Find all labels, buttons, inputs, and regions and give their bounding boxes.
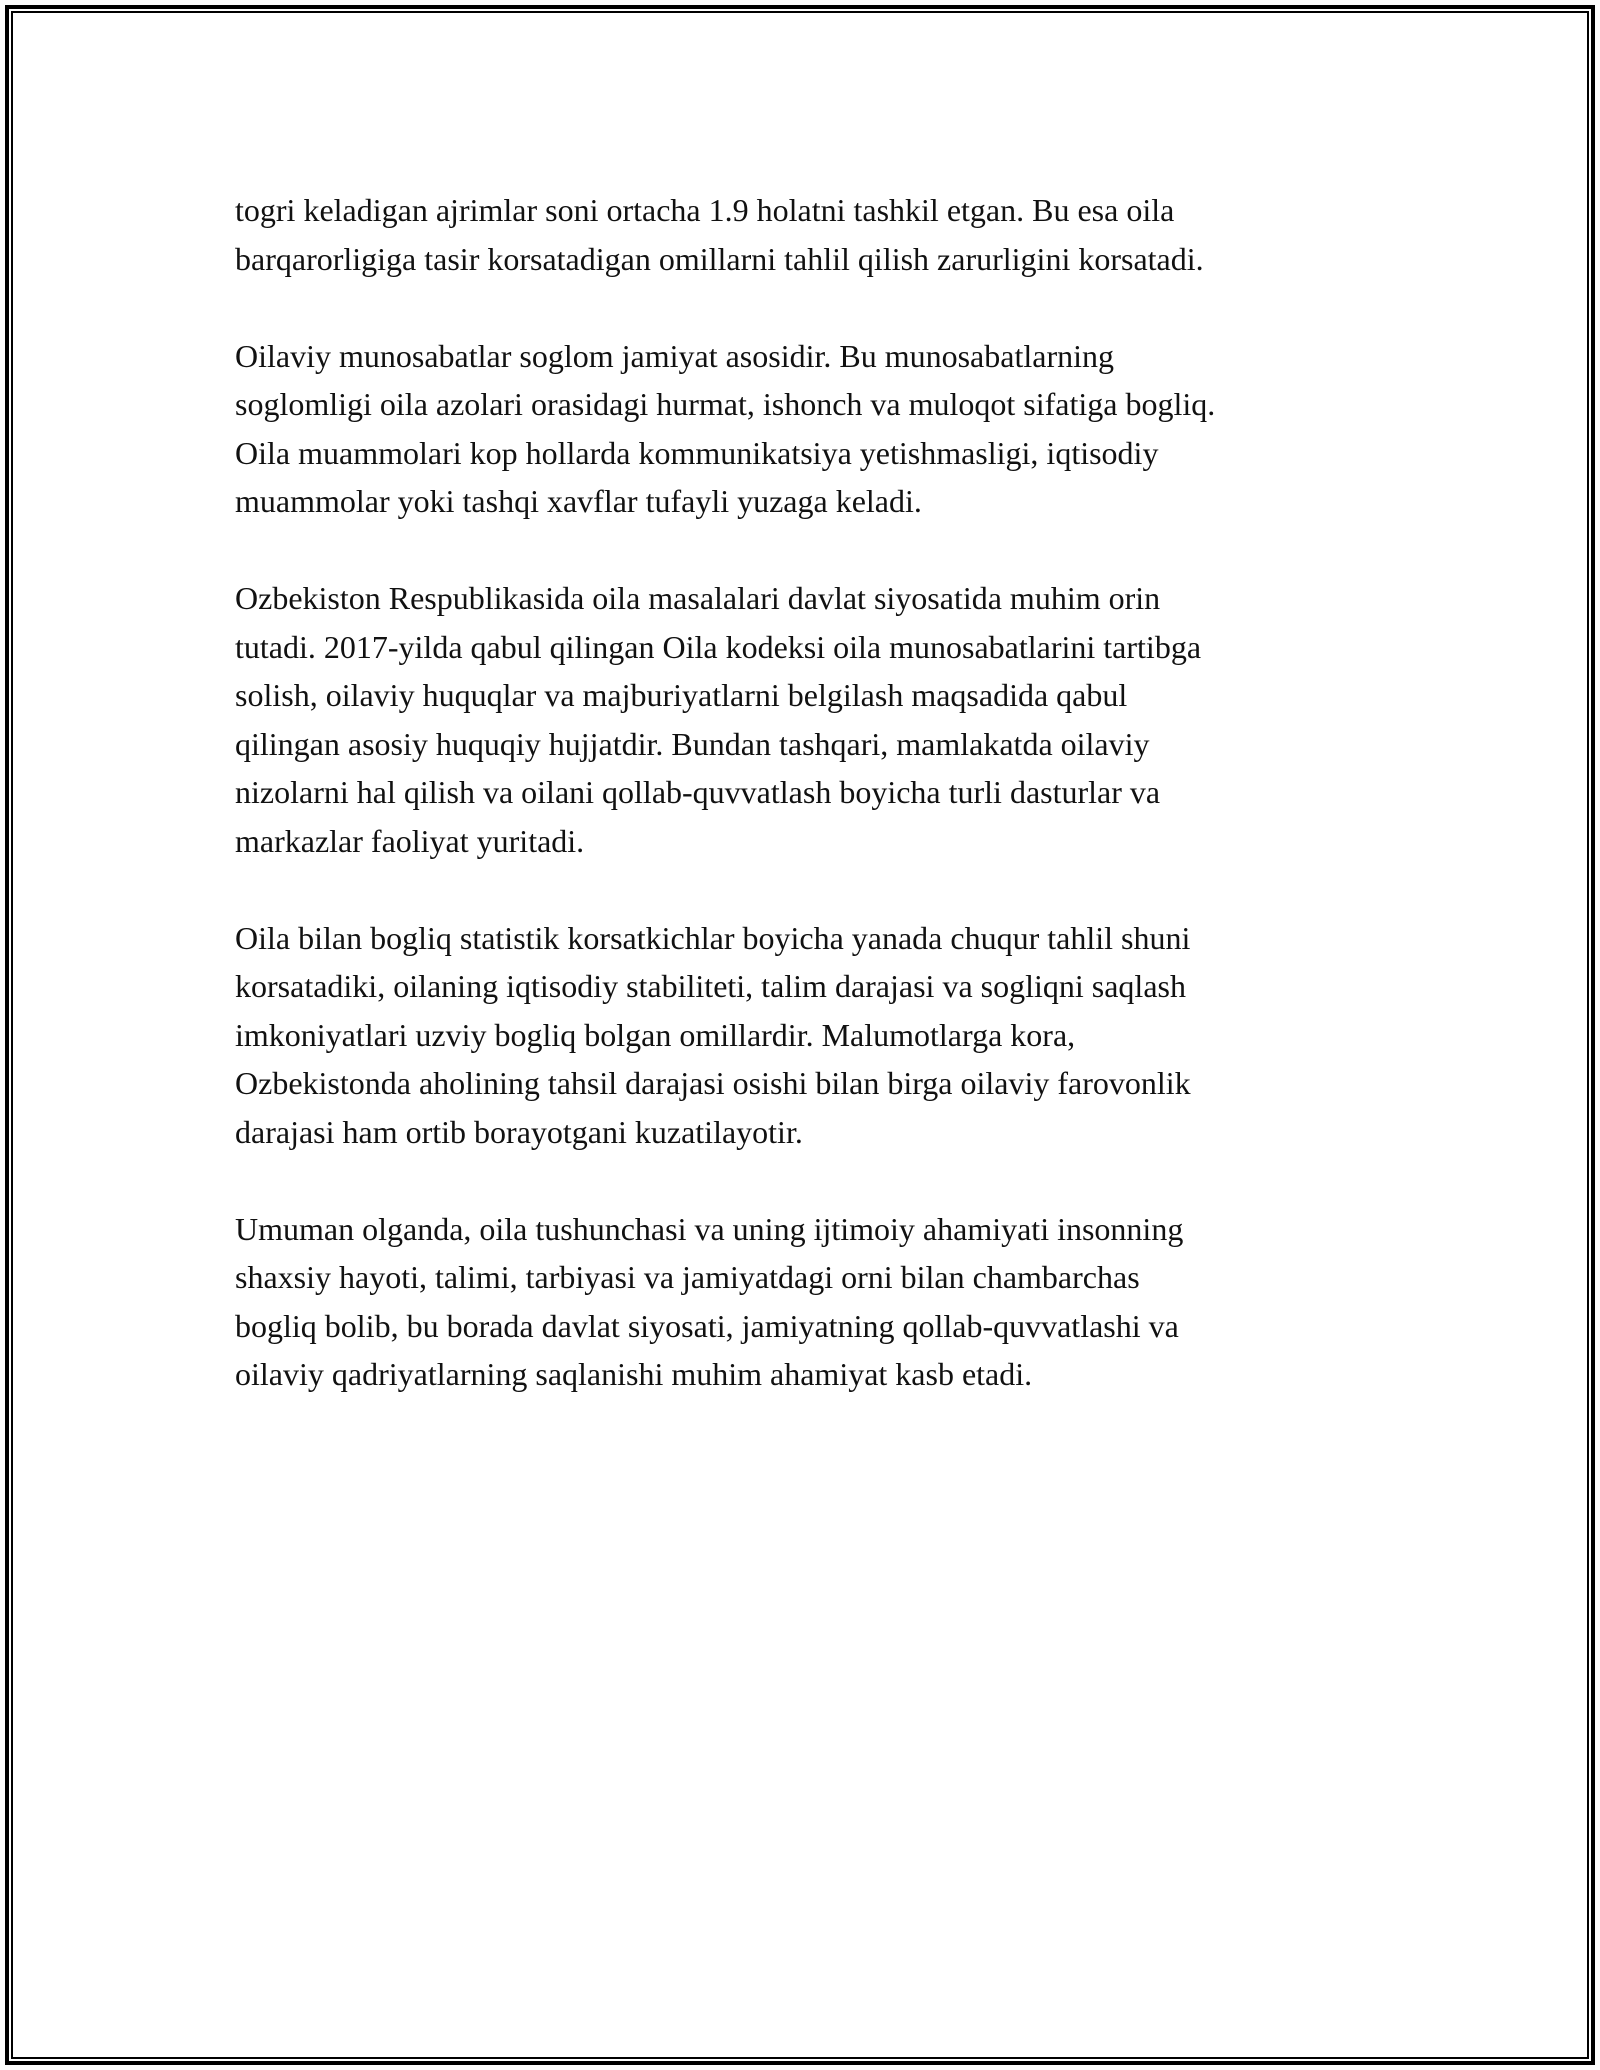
paragraph-3: Ozbekiston Respublikasida oila masalalari davlat siyosatida muhim orin tutadi. 2017-yilda qabul qilingan Oila kodeksi oila munosabatlarini tartibga solish, oilaviy huquqlar va majburiyatlarni belgilash maqsadida qabul qilingan asosiy huquqiy hujjatdir. Bundan tashqari, mamlakatda oilaviy nizolarni hal qilish va oilani qollab-quvvatlash boyicha turli dasturlar va markazlar faoliyat yuritadi. <box>235 580 1202 859</box>
paragraph-2: Oilaviy munosabatlar soglom jamiyat asosidir. Bu munosabatlarning soglomligi oila azolari orasidagi hurmat, ishonch va muloqot sifatiga bogliq. Oila muammolari kop hollarda kommunikatsiya yetishmasligi, iqtisodiy muammolar yoki tashqi xavflar tufayli yuzaga keladi. <box>235 337 1216 519</box>
document-body <box>235 186 1370 1447</box>
paragraph-5: Umuman olganda, oila tushunchasi va uning ijtimoiy ahamiyati insonning shaxsiy hayoti, talimi, tarbiyasi va jamiyatdagi orni bilan chambarchas bogliq bolib, bu borada davlat siyosati, jamiyatning qollab-quvvatlashi va oilaviy qadriyatlarning saqlanishi muhim ahamiyat kasb etadi. <box>235 1210 1184 1392</box>
paragraph-4: Oila bilan bogliq statistik korsatkichlar boyicha yanada chuqur tahlil shuni korsatadiki, oilaning iqtisodiy stabiliteti, talim darajasi va sogliqni saqlash imkoniyatlari uzviy bogliq bolgan omillardir. Malumotlarga kora, Ozbekistonda aholining tahsil darajasi osishi bilan birga oilaviy farovonlik darajasi ham ortib borayotgani kuzatilayotir. <box>235 919 1191 1150</box>
paragraph-1: togri keladigan ajrimlar soni ortacha 1.9 holatni tashkil etgan. Bu esa oila barqarorligiga tasir korsatadigan omillarni tahlil qilish zarurligini korsatadi. <box>235 192 1204 277</box>
